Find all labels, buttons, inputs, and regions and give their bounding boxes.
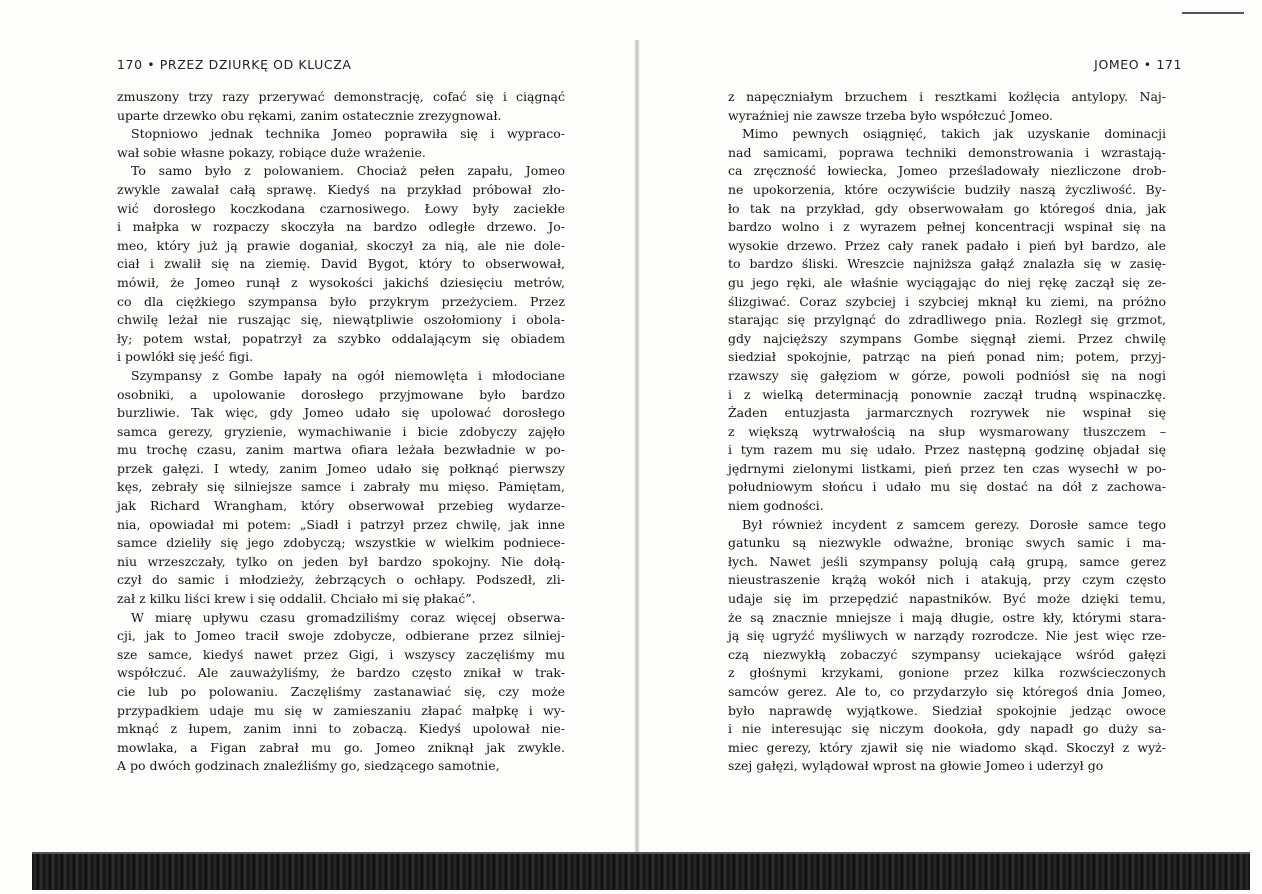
text-line: szej gałęzi, wylądował wprost na głowie Jomeo i uderzył go — [728, 758, 1104, 774]
text-line: burzliwie. Tak więc, gdy Jomeo udało się upolować dorosłego — [117, 405, 565, 421]
text-line: nia, opowiadał mi potem: „Siadł i patrzył przez chwilę, jak inne — [117, 516, 565, 532]
text-line: samców gerez. Ale to, co przydarzyło się któregoś dnia Jomeo, — [728, 684, 1166, 699]
text-line: nad samicami, poprawa techniki demonstrowania i wzrastają- — [728, 144, 1166, 160]
text-line: samca gerezy, gryzienie, wymachiwanie i bicie zdobyczy zajęło — [117, 423, 565, 439]
right-page-text — [728, 88, 1166, 776]
text-line: z napęczniałym brzuchem i resztkami koźlęcia antylopy. Naj- — [728, 89, 1166, 104]
text-line: zmuszony trzy razy przerywać demonstrację, cofać się i ciągnąć — [117, 89, 565, 104]
text-line: ciał i zwalił się na ziemię. David Bygot, który to obserwował, — [117, 256, 565, 272]
text-line: i z wielką determinacją ponownie zaczął trudną wspinaczkę. — [728, 386, 1166, 402]
text-line: miec gerezy, który zjawił się nie wiadomo skąd. Skoczył z wyż- — [728, 739, 1166, 755]
text-line: jak Richard Wrangham, który obserwował przebieg wydarze- — [117, 498, 565, 514]
text-line: siedział spokojnie, patrząc na pień ponad nim; potem, przyj- — [728, 349, 1166, 365]
text-line: udaje się im przepędzić napastników. Być może dzięki temu, — [728, 591, 1166, 607]
text-line: gatunku są niezwykle odważne, broniąc swych samic i ma- — [728, 535, 1166, 551]
text-line: osobniki, a upolowanie dorosłego przyjmowane było bardzo — [117, 386, 565, 402]
text-line: i małpka w rozpaczy skoczyła na bardzo odległe drzewo. Jo- — [117, 219, 565, 235]
text-line: niem godności. — [728, 498, 824, 514]
text-line: Był również incydent z samcem gerezy. Dorosłe samce tego — [742, 516, 1166, 532]
text-line: czą niezwykłą zobaczyć szympansy uciekające wśród gałęzi — [728, 646, 1166, 662]
text-line: starając się przylgnąć do zdradliwego pnia. Rozległ się grzmot, — [728, 312, 1166, 328]
text-line: Szympansy z Gombe łapały na ogół niemowlęta i młodociane — [131, 367, 565, 383]
text-line: ło tak na przykład, gdy obserwowałam go któregoś dnia, jak — [728, 200, 1166, 216]
left-running-header: 170 • PRZEZ DZIURKĘ OD KLUCZA — [117, 57, 352, 72]
text-line: To samo było z polowaniem. Chociaż pełen zapału, Jomeo — [131, 163, 565, 179]
text-line: cie lub po polowaniu. Zaczęliśmy zastanawiać się, czy może — [117, 684, 565, 699]
text-line: ją się ugryźć myśliwych w narządy rozrodcze. Nie jest więc rze- — [728, 628, 1166, 644]
text-line: przek gałęzi. I wtedy, zanim Jomeo udało się połknąć pierwszy — [117, 460, 565, 476]
text-line: mówił, że Jomeo runął z wysokości jakichś dziesięciu metrów, — [117, 274, 565, 290]
text-line: ły; potem wstał, popatrzył za szybko oddalającym się obiadem — [117, 330, 565, 346]
text-line: samce dzieliły się jego zdobyczą; wszystkie w wielkim podniece- — [117, 535, 565, 551]
text-line: ne upokorzenia, które oczywiście budziły naszą życzliwość. By- — [728, 181, 1166, 197]
text-line: ca zręczność łowiecka, Jomeo prześladowały niezliczone drob- — [728, 163, 1166, 179]
text-line: sze samce, kiedyś nawet przez Gigi, i wszyscy zaczęliśmy mu — [117, 646, 565, 662]
text-line: meo, który już ją prawie doganiał, skoczył za nią, ale nie dole- — [117, 237, 565, 253]
text-line: wić dorosłego koczkodana czarnosiwego. Łowy były zaciekłe — [117, 200, 565, 216]
text-line: zał z kilku liści krew i się oddalił. Chciało mi się płakać”. — [117, 591, 476, 607]
text-line: mknąć z łupem, zanim inni to zobaczą. Kiedyś upolował nie- — [117, 721, 565, 737]
text-line: niu wrzeszczały, tylko on jeden był bardzo spokojny. Nie dołą- — [117, 553, 565, 569]
text-line: mu trochę czasu, zanim martwa ofiara leżała bezwładnie w po- — [117, 442, 565, 458]
text-line: kęs, zebrały się silniejsze samce i zabrały mu mięso. Pamiętam, — [117, 479, 565, 495]
right-running-header: JOMEO • 171 — [1094, 57, 1182, 72]
text-line: łych. Nawet jeśli szympansy polują całą grupą, samce gerez — [728, 553, 1166, 569]
text-line: gdy najcięższy szympans Gombe sięgnął ziemi. Przez chwilę — [728, 330, 1166, 346]
text-line: gu jego ręki, ale właśnie wyciągając do niej rękę zaczął się ze- — [728, 274, 1166, 290]
text-line: południowym słońcu i udało mu się dostać na dół z zachowa- — [728, 479, 1166, 495]
text-line: to bardzo śliski. Wreszcie najniższa gałąź znalazła się w zasię- — [728, 256, 1166, 272]
text-line: i powlókł się jeść figi. — [117, 349, 254, 365]
text-line: i nie interesując się niczym dookoła, gdy napadł go duży sa- — [728, 721, 1166, 737]
text-line: co dla ciężkiego szympansa było przykrym przeżyciem. Przez — [117, 293, 565, 309]
text-line: było naprawdę wyjątkowe. Siedział spokojnie jedząc owoce — [728, 702, 1166, 718]
text-line: czył do samic i młodzieży, żebrzących o ochłapy. Podszedł, zli- — [117, 572, 565, 588]
text-line: z głośnymi krzykami, gonione przez kilka rozwścieczonych — [728, 665, 1166, 681]
text-line: przypadkiem udaje mu się w zamieszaniu złapać małpkę i wy- — [117, 702, 565, 718]
text-line: ślizgiwać. Coraz szybciej i szybciej mknął ku ziemi, na próżno — [728, 293, 1166, 309]
right-page — [638, 0, 1262, 894]
text-line: W miarę upływu czasu gromadziliśmy coraz więcej obserwa- — [131, 609, 565, 625]
scan-bottom-edge — [32, 852, 1250, 890]
text-line: Stopniowo jednak technika Jomeo poprawiła się i wypraco- — [131, 126, 565, 142]
text-line: zwykle zawalał całą sprawę. Kiedyś na przykład próbował zło- — [117, 181, 565, 197]
text-line: z większą wytrwałością na słup wysmarowany tłuszczem – — [728, 423, 1166, 439]
text-line: i tym razem mu się udało. Przez następną godzinę objadał się — [728, 442, 1166, 458]
text-line: cji, jak to Jomeo tracił swoje zdobycze, odbierane przez silniej- — [117, 628, 565, 644]
text-line: że są znacznie mniejsze i mają długie, ostre kły, którymi stara- — [728, 609, 1166, 625]
text-line: wysokie drzewo. Przez cały ranek padało i pień był bardzo, ale — [728, 237, 1166, 253]
text-line: Żaden entuzjasta jarmarcznych rozrywek nie wspinał się — [728, 405, 1166, 421]
text-line: wyraźniej nie zawsze trzeba było współczuć Jomeo. — [728, 107, 1053, 123]
text-line: mowlaka, a Figan zabrał mu go. Jomeo zniknął jak zwykle. — [117, 739, 565, 755]
text-line: A po dwóch godzinach znaleźliśmy go, siedzącego samotnie, — [117, 758, 500, 774]
text-line: współczuć. Ale zauważyliśmy, że bardzo często znikał w trak- — [117, 665, 565, 681]
left-page-text — [117, 88, 565, 776]
text-line: jędrnymi zielonymi listkami, pień przez ten czas wysechł w po- — [728, 460, 1166, 476]
text-line: wał sobie własne pokazy, robiące duże wrażenie. — [117, 144, 426, 160]
text-line: nieustraszenie krążą wokół nich i atakują, przy czym często — [728, 572, 1166, 588]
text-line: Mimo pewnych osiągnięć, takich jak uzyskanie dominacji — [742, 126, 1166, 142]
text-line: chwilę leżał nie ruszając się, niewątpliwie oszołomiony i obola- — [117, 312, 565, 328]
text-line: bardzo wolno i z wyrazem pełnej koncentracji wspinał się na — [728, 219, 1166, 235]
text-line: rzawszy się gałęziom w górze, powoli podniósł się na nogi — [728, 367, 1166, 383]
text-line: uparte drzewko obu rękami, zanim ostatecznie zrezygnował. — [117, 107, 502, 123]
